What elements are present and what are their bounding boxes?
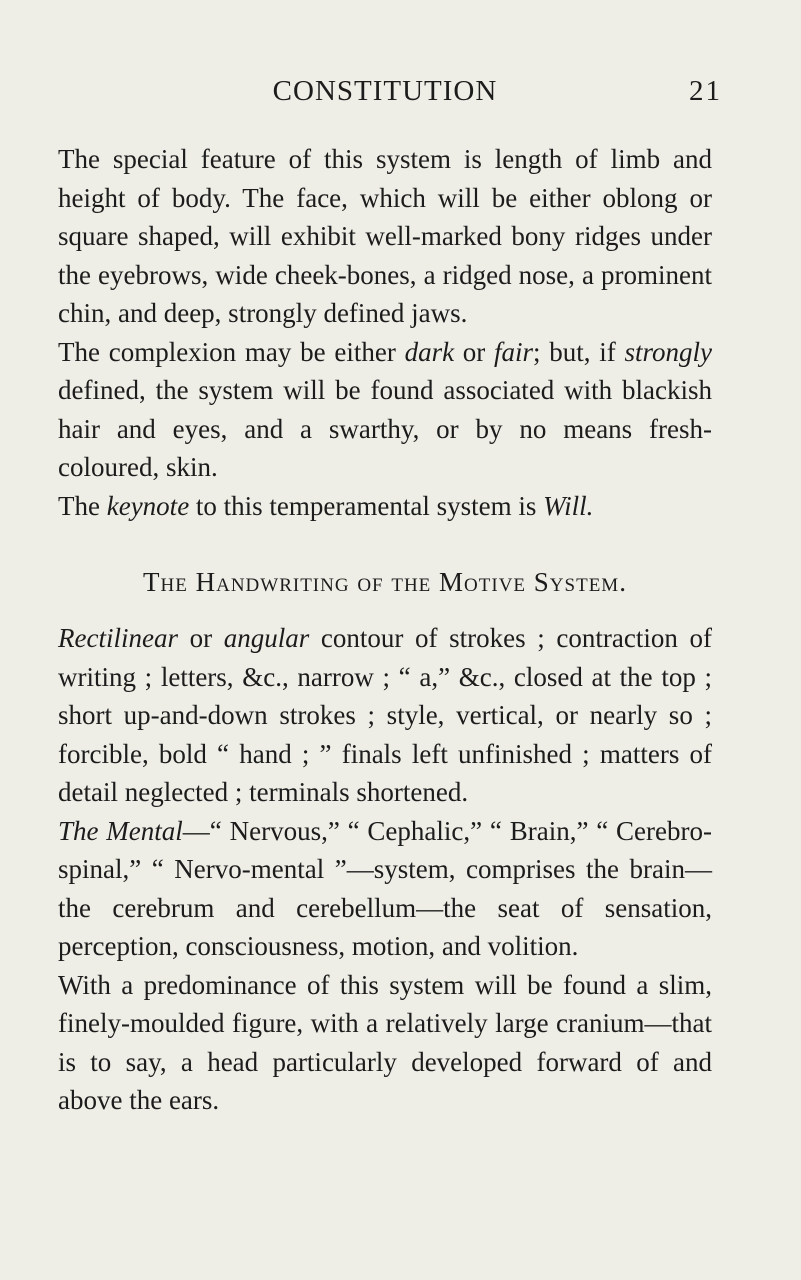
paragraph-3-text-b: to this temperamental system is bbox=[189, 490, 544, 521]
paragraph-6-text: With a predominance of this system will be found a slim, finely-moulded figure, with a relatively large cranium—that is to say, a head particularly developed forward of and above the ears. bbox=[58, 969, 712, 1115]
section-heading: The Handwriting of the Motive System. bbox=[143, 567, 627, 597]
paragraph-2-text-b: or bbox=[454, 336, 495, 367]
paragraph-2-text-d: defined, the system will be found associated with blackish hair and eyes, and a swarthy, or by no means fresh-coloured, skin. bbox=[58, 375, 712, 482]
paragraph-5-mental: The Mental bbox=[58, 815, 183, 846]
paragraph-5 bbox=[58, 812, 712, 966]
paragraph-2-strongly: strongly bbox=[624, 336, 712, 367]
book-page bbox=[58, 74, 722, 1120]
running-title: CONSTITUTION bbox=[272, 75, 498, 107]
paragraph-5-text: —“ Nervous,” “ Cephalic,” “ Brain,” “ Cerebro-spinal,” “ Nervo-mental ”—system, comprises the brain—the cerebrum and cerebellum—the seat of sensation, perception, consciousness, motion, and volition. bbox=[58, 815, 712, 961]
paragraph-2 bbox=[58, 333, 712, 487]
paragraph-1-text: The special feature of this system is length of limb and height of body. The face, which will be either oblong or square shaped, will exhibit well-marked bony ridges under the eyebrows, wide cheek-bones, a ridged nose, a prominent chin, and deep, strongly defined jaws. bbox=[58, 144, 712, 328]
paragraph-3-keynote: keynote bbox=[106, 490, 190, 521]
paragraph-4-text-b: contour of strokes ; contraction of writing ; letters, &c., narrow ; “ a,” &c., closed at the top ; short up-and-down strokes ; style, vertical, or nearly so ; forcible, bold “ hand ; ” finals left unfinished ; matters of detail neglected ; terminals shortened. bbox=[58, 623, 712, 807]
body-text bbox=[58, 140, 712, 1120]
paragraph-4-text-a: or bbox=[177, 623, 224, 653]
paragraph-2-text-a: The complexion may be either bbox=[58, 336, 405, 367]
paragraph-4-angular: angular bbox=[223, 623, 310, 653]
page-number: 21 bbox=[689, 75, 722, 107]
paragraph-3-will: Will. bbox=[543, 490, 594, 521]
paragraph-1 bbox=[58, 140, 712, 333]
paragraph-2-text-c: ; but, if bbox=[533, 336, 625, 367]
paragraph-3 bbox=[58, 487, 712, 526]
paragraph-2-dark: dark bbox=[404, 336, 455, 367]
paragraph-6 bbox=[58, 966, 712, 1120]
paragraph-3-text-a: The bbox=[58, 490, 107, 521]
paragraph-2-fair: fair bbox=[494, 336, 534, 367]
paragraph-4-rectilinear: Rectilinear bbox=[58, 623, 178, 653]
running-head bbox=[58, 74, 722, 114]
paragraph-4 bbox=[58, 619, 712, 812]
